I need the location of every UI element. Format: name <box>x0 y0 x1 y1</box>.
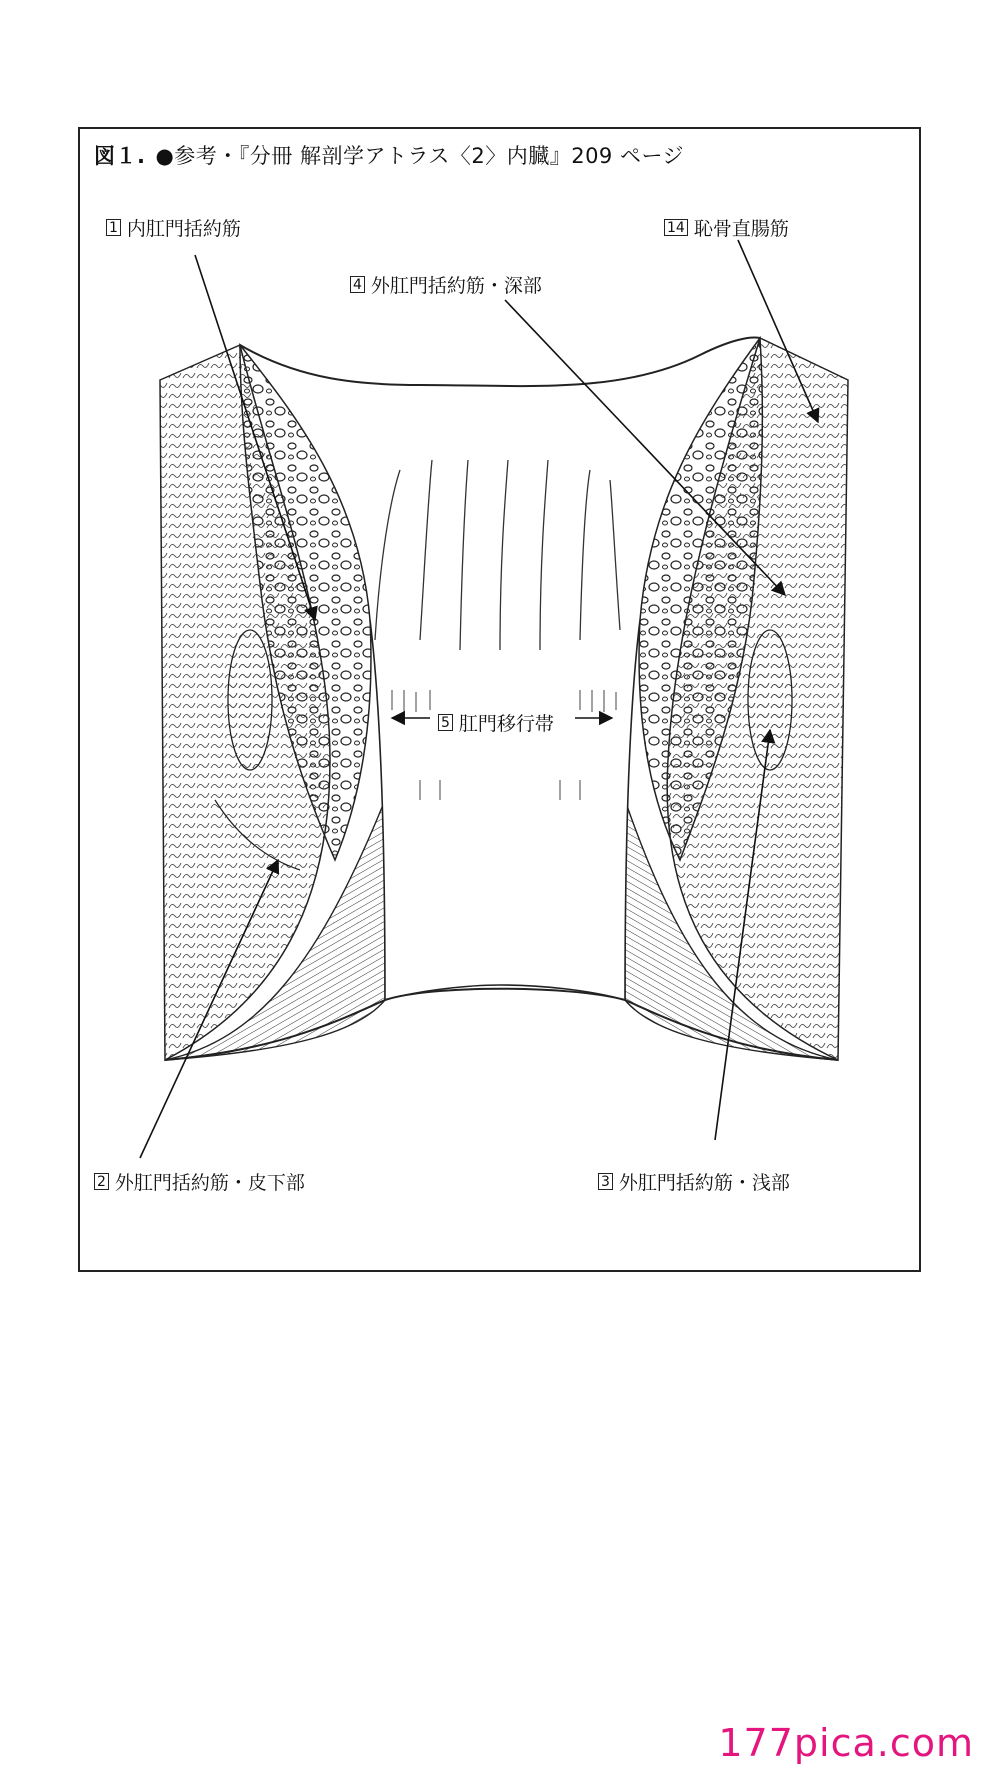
label-number: 1 <box>106 219 121 236</box>
label-deep <box>350 271 542 298</box>
label-subcutaneous <box>94 1168 305 1195</box>
label-number: 14 <box>664 219 688 236</box>
label-superficial <box>598 1168 790 1195</box>
label-text: 恥骨直腸筋 <box>693 218 789 240</box>
label-transition-zone <box>436 709 556 736</box>
label-text: 肛門移行帯 <box>458 713 554 735</box>
label-text: 外肛門括約筋・皮下部 <box>114 1172 305 1194</box>
label-text: 外肛門括約筋・深部 <box>370 275 542 297</box>
label-text: 外肛門括約筋・浅部 <box>618 1172 790 1194</box>
figure-number: 図１. <box>94 144 146 168</box>
label-number: 2 <box>94 1173 109 1190</box>
label-number: 5 <box>438 714 453 731</box>
figure-caption: ●参考・『分冊 解剖学アトラス〈2〉内臓』209 ページ <box>155 144 685 168</box>
label-number: 4 <box>350 276 365 293</box>
label-text: 内肛門括約筋 <box>126 218 241 240</box>
label-puborectalis <box>664 214 789 241</box>
label-internal-sphincter <box>106 214 241 241</box>
label-number: 3 <box>598 1173 613 1190</box>
watermark: 177pica.com <box>718 1721 974 1765</box>
